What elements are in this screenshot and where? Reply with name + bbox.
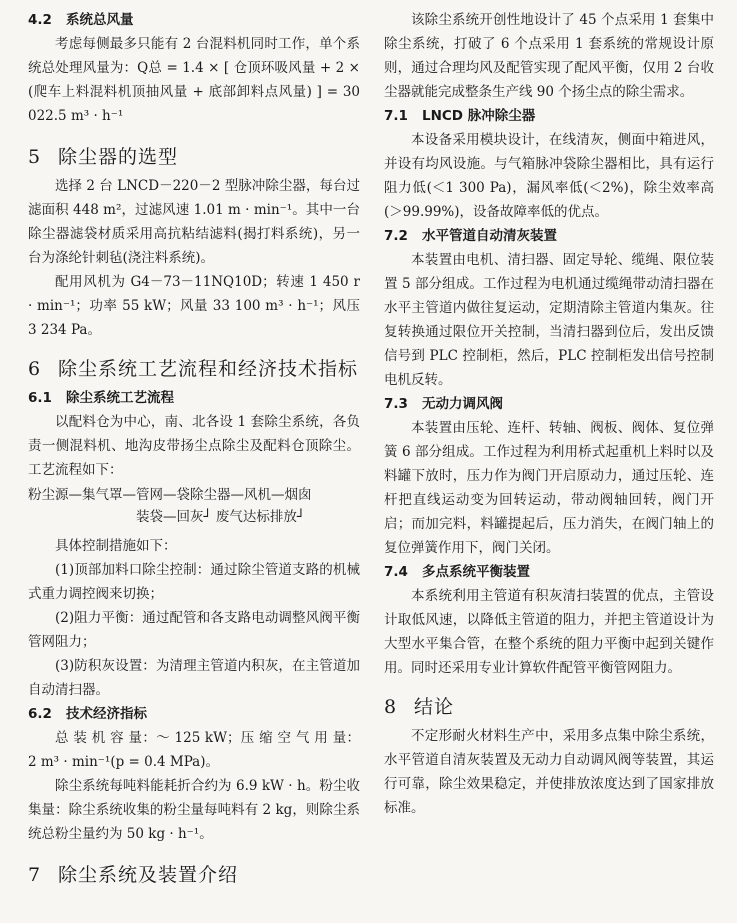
section-heading: [384, 104, 714, 128]
section-number: 7.2: [384, 228, 408, 244]
section-title: 除尘系统工艺流程: [66, 390, 174, 406]
section-number: 7.3: [384, 396, 408, 412]
chapter-heading: [28, 356, 360, 382]
section-number: 6.2: [28, 706, 52, 722]
section-title: LNCD 脉冲除尘器: [422, 108, 536, 124]
paragraph: 以配料仓为中心，南、北各设 1 套除尘系统，各负责一侧混料机、地沟皮带扬尘点除尘及配料仓顶除尘。工艺流程如下：: [28, 414, 360, 478]
list-item: (3)防积灰设置：为清理主管道内积灰，在主管道加自动清扫器。: [28, 658, 360, 698]
section-title: 无动力调风阀: [422, 396, 503, 412]
chapter-number: 5: [28, 146, 42, 168]
section-title: 技术经济指标: [66, 706, 147, 722]
section-heading: [384, 392, 714, 416]
paragraph: 不定形耐火材料生产中，采用多点集中除尘系统，水平管道自清灰装置及无动力自动调风阀等装置，其运行可靠，除尘效果稳定，并使排放浓度达到了国家排放标准。: [384, 728, 714, 816]
section-heading: [28, 702, 360, 726]
list-item: (2)阻力平衡：通过配管和各支路电动调整风阀平衡管网阻力；: [28, 610, 360, 650]
paragraph: 除尘系统每吨料能耗折合约为 6.9 kW · h。粉尘收集量：除尘系统收集的粉尘量每吨料有 2 kg，则除尘系统总粉尘量约为 50 kg · h⁻¹。: [28, 778, 360, 842]
section-heading: [384, 224, 714, 248]
chapter-number: 8: [384, 696, 398, 718]
section-heading: [28, 386, 360, 410]
chapter-title: 除尘器的选型: [58, 146, 179, 168]
paragraph: 具体控制措施如下：: [55, 538, 177, 554]
paragraph: 考虑每侧最多只能有 2 台混料机同时工作，单个系统总处理风量为：Q总 = 1.4 × [ 仓顶环吸风量 + 2 × (爬车上料混料机顶抽风量 + 底部卸料点风量) ] = 30 022.5 m³ · h⁻¹: [28, 36, 360, 124]
chapter-number: 7: [28, 864, 42, 886]
paragraph: 本装置由电机、清扫器、固定导轮、缆绳、限位装置 5 部分组成。工作过程为电机通过缆绳带动清扫器在水平主管道内做往复运动，定期清除主管道内集灰。往复转换通过限位开关控制，当清扫器到位后，发出反馈信号到 PLC 控制柜，然后，PLC 控制柜发出信号控制电机反转。: [384, 252, 714, 388]
section-title: 水平管道自动清灰装置: [422, 228, 557, 244]
section-heading: [28, 8, 360, 32]
flow-main-line: 粉尘源—集气罩—管网—袋除尘器—风机—烟囱: [28, 487, 312, 503]
chapter-title: 结论: [414, 696, 455, 718]
section-number: 6.1: [28, 390, 52, 406]
flow-branch-line: 装袋—回灰┘ 废气达标排放┘: [136, 509, 306, 525]
chapter-title: 除尘系统工艺流程和经济技术指标: [58, 358, 359, 380]
chapter-heading: [28, 862, 360, 888]
section-number: 7.4: [384, 564, 408, 580]
paragraph: 总 装 机 容 量：～ 125 kW；压 缩 空 气 用 量：2 m³ · min⁻¹(p = 0.4 MPa)。: [28, 730, 360, 770]
paragraph: 配用风机为 G4－73－11NQ10D；转速 1 450 r · min⁻¹；功率 55 kW；风量 33 100 m³ · h⁻¹；风压 3 234 Pa。: [28, 274, 360, 338]
left-column: [28, 8, 360, 892]
right-column: [384, 8, 714, 820]
section-title: 系统总风量: [66, 12, 134, 28]
paragraph: 本装置由压轮、连杆、转轴、阀板、阀体、复位弹簧 6 部分组成。工作过程为利用桥式起重机上料时以及料罐下放时，压力作为阀门开启原动力，通过压轮、连杆把直线运动变为回转运动，带动阀轴回转，阀门开启；而加完料，料罐提起后，压力消失，在阀门轴上的复位弹簧作用下，阀门关闭。: [384, 420, 714, 556]
paragraph: 选择 2 台 LNCD－220－2 型脉冲除尘器，每台过滤面积 448 m²，过滤风速 1.01 m · min⁻¹。其中一台除尘器滤袋材质采用高抗粘结滤料(揭打料系统)，另一台为涤纶针刺毡(浇注料系统)。: [28, 178, 360, 266]
section-title: 多点系统平衡装置: [422, 564, 530, 580]
list-item: (1)顶部加料口除尘控制：通过除尘管道支路的机械式重力调控阀来切换；: [28, 562, 360, 602]
paragraph: 该除尘系统开创性地设计了 45 个点采用 1 套集中除尘系统，打破了 6 个点采用 1 套系统的常规设计原则，通过合理均风及配管实现了配风平衡，仅用 2 台收尘器就能完成整条生产线 90 个扬尘点的除尘需求。: [384, 12, 714, 100]
paragraph: 本设备采用模块设计，在线清灰，侧面中箱进风，并设有均风设施。与气箱脉冲袋除尘器相比，具有运行阻力低(＜1 300 Pa)，漏风率低(＜2%)，除尘效率高(＞99.99%)，设备故障率低的优点。: [384, 132, 714, 220]
process-flow: [28, 484, 360, 528]
section-number: 7.1: [384, 108, 408, 124]
section-heading: [384, 560, 714, 584]
paragraph: 本系统利用主管道有积灰清扫装置的优点，主管设计取低风速，以降低主管道的阻力，并把主管道设计为大型水平集合管，在整个系统的阻力平衡中起到关键作用。同时还采用专业计算软件配管平衡管网阻力。: [384, 588, 714, 676]
chapter-heading: [28, 144, 360, 170]
chapter-heading: [384, 694, 714, 720]
chapter-title: 除尘系统及装置介绍: [58, 864, 239, 886]
chapter-number: 6: [28, 358, 42, 380]
section-number: 4.2: [28, 12, 52, 28]
